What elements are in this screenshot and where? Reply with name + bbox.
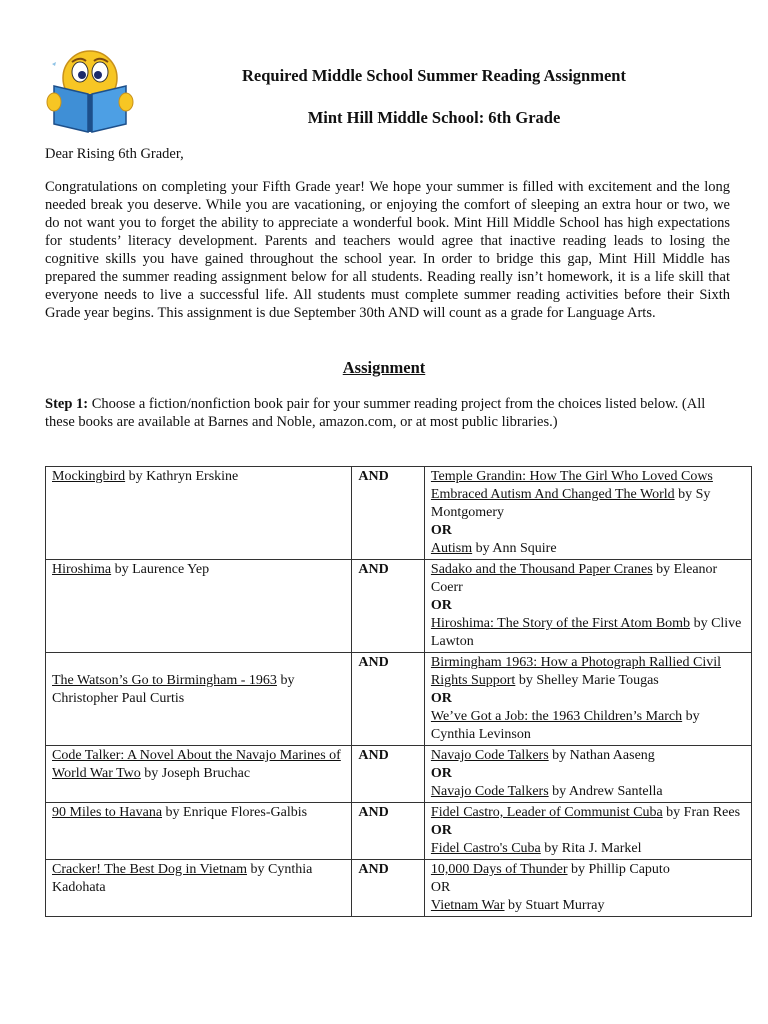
nonfiction-title: Hiroshima: The Story of the First Atom Bomb [430,616,691,631]
nonfiction-title: Temple Grandin: How The Girl Who Loved Cows Embraced Autism And Changed The World [430,469,713,502]
nonfiction-cell [424,803,751,860]
fiction-cell [46,860,352,917]
fiction-cell [46,560,352,653]
fiction-author: by Joseph Bruchac [140,766,251,781]
fiction-title: 90 Miles to Havana [52,805,163,820]
assignment-heading: Assignment [342,358,426,377]
step-text: Choose a fiction/nonfiction book pair for your summer reading project from the choices listed below. (All these books are available at Barnes and Noble, amazon.com, or at most public libraries.) [45,396,706,430]
fiction-cell [46,803,352,860]
fiction-cell [46,467,352,560]
table-row [46,653,752,746]
nonfiction-cell [424,860,751,917]
table-row [46,560,752,653]
nonfiction-author: by Ann Squire [472,541,557,556]
nonfiction-author: by Shelley Marie Tougas [515,673,659,688]
nonfiction-title: 10,000 Days of Thunder [430,862,568,877]
nonfiction-author: by Fran Rees [662,805,741,820]
nonfiction-title: Navajo Code Talkers [430,784,549,799]
nonfiction-author: by Cynthia Levinson [430,709,700,742]
fiction-author: by Laurence Yep [111,562,210,577]
fiction-cell [46,746,352,803]
fiction-author: by Cynthia Kadohata [52,862,313,895]
and-cell: AND [352,860,425,917]
nonfiction-title: We’ve Got a Job: the 1963 Children’s March [430,709,683,724]
nonfiction-title: Birmingham 1963: How a Photograph Rallied Civil Rights Support [430,655,722,688]
nonfiction-title: Vietnam War [430,898,505,913]
or-label: OR [430,823,452,838]
nonfiction-author: by Nathan Aaseng [548,748,655,763]
nonfiction-author: by Rita J. Markel [540,841,642,856]
fiction-title: The Watson’s Go to Birmingham - 1963 [52,673,277,688]
nonfiction-cell [424,746,751,803]
table-row [46,860,752,917]
nonfiction-title: Navajo Code Talkers [430,748,549,763]
nonfiction-author: by Clive Lawton [430,616,742,649]
or-label: OR [430,766,452,781]
letter-salutation: Dear Rising 6th Grader, [45,146,184,162]
table-row [46,467,752,560]
nonfiction-author: by Eleanor Coerr [430,562,718,595]
nonfiction-author: by Stuart Murray [504,898,605,913]
fiction-title: Code Talker: A Novel About the Navajo Marines of World War Two [52,748,341,781]
nonfiction-title: Fidel Castro's Cuba [430,841,541,856]
step-instructions [45,395,735,431]
fiction-title: Hiroshima [52,562,112,577]
reading-smiley-logo [44,42,136,134]
table-row [46,746,752,803]
step-label: Step 1: [45,396,89,412]
or-label: OR [430,523,452,538]
nonfiction-title: Fidel Castro, Leader of Communist Cuba [430,805,663,820]
book-pairs-table [45,466,752,917]
fiction-author: by Christopher Paul Curtis [52,673,295,706]
or-label: OR [430,880,451,895]
and-cell: AND [352,560,425,653]
nonfiction-author: by Phillip Caputo [567,862,670,877]
nonfiction-cell [424,560,751,653]
nonfiction-author: by Sy Montgomery [430,487,711,520]
and-cell: AND [352,803,425,860]
or-label: OR [430,598,452,613]
table-row [46,803,752,860]
and-cell: AND [352,653,425,746]
fiction-title: Mockingbird [52,469,126,484]
fiction-cell [46,653,352,746]
letter-paragraph: Congratulations on completing your Fifth Grade year! We hope your summer is filled with excitement and the long needed break you deserve. While you are vacationing, or enjoying the comfort of sleeping an extra hour or two, we do not want you to forget the ability to appreciate a wonderful book. Mint Hill Middle School has high expectations for students’ literacy development. Parents and teachers would agree that inactive reading leads to losing the cognitive skills you have gained throughout the school year. In order to bridge this gap, Mint Hill Middle has prepared the summer reading assignment below for all students. Reading really isn’t homework, it is a life skill that everyone needs to live a successful life. All students must complete summer reading activities before their Sixth Grade year begins. This assignment is due September 30th AND will count as a grade for Language Arts. [45,179,730,321]
and-cell: AND [352,467,425,560]
fiction-title: Cracker! The Best Dog in Vietnam [52,862,247,877]
fiction-author: by Enrique Flores-Galbis [162,805,308,820]
or-label: OR [430,691,452,706]
nonfiction-cell [424,467,751,560]
page-title: Required Middle School Summer Reading Assignment [242,66,626,85]
nonfiction-author: by Andrew Santella [548,784,663,799]
nonfiction-title: Sadako and the Thousand Paper Cranes [430,562,653,577]
nonfiction-cell [424,653,751,746]
fiction-author: by Kathryn Erskine [125,469,239,484]
and-cell: AND [352,746,425,803]
nonfiction-title: Autism [430,541,473,556]
page-subtitle: Mint Hill Middle School: 6th Grade [307,108,561,127]
